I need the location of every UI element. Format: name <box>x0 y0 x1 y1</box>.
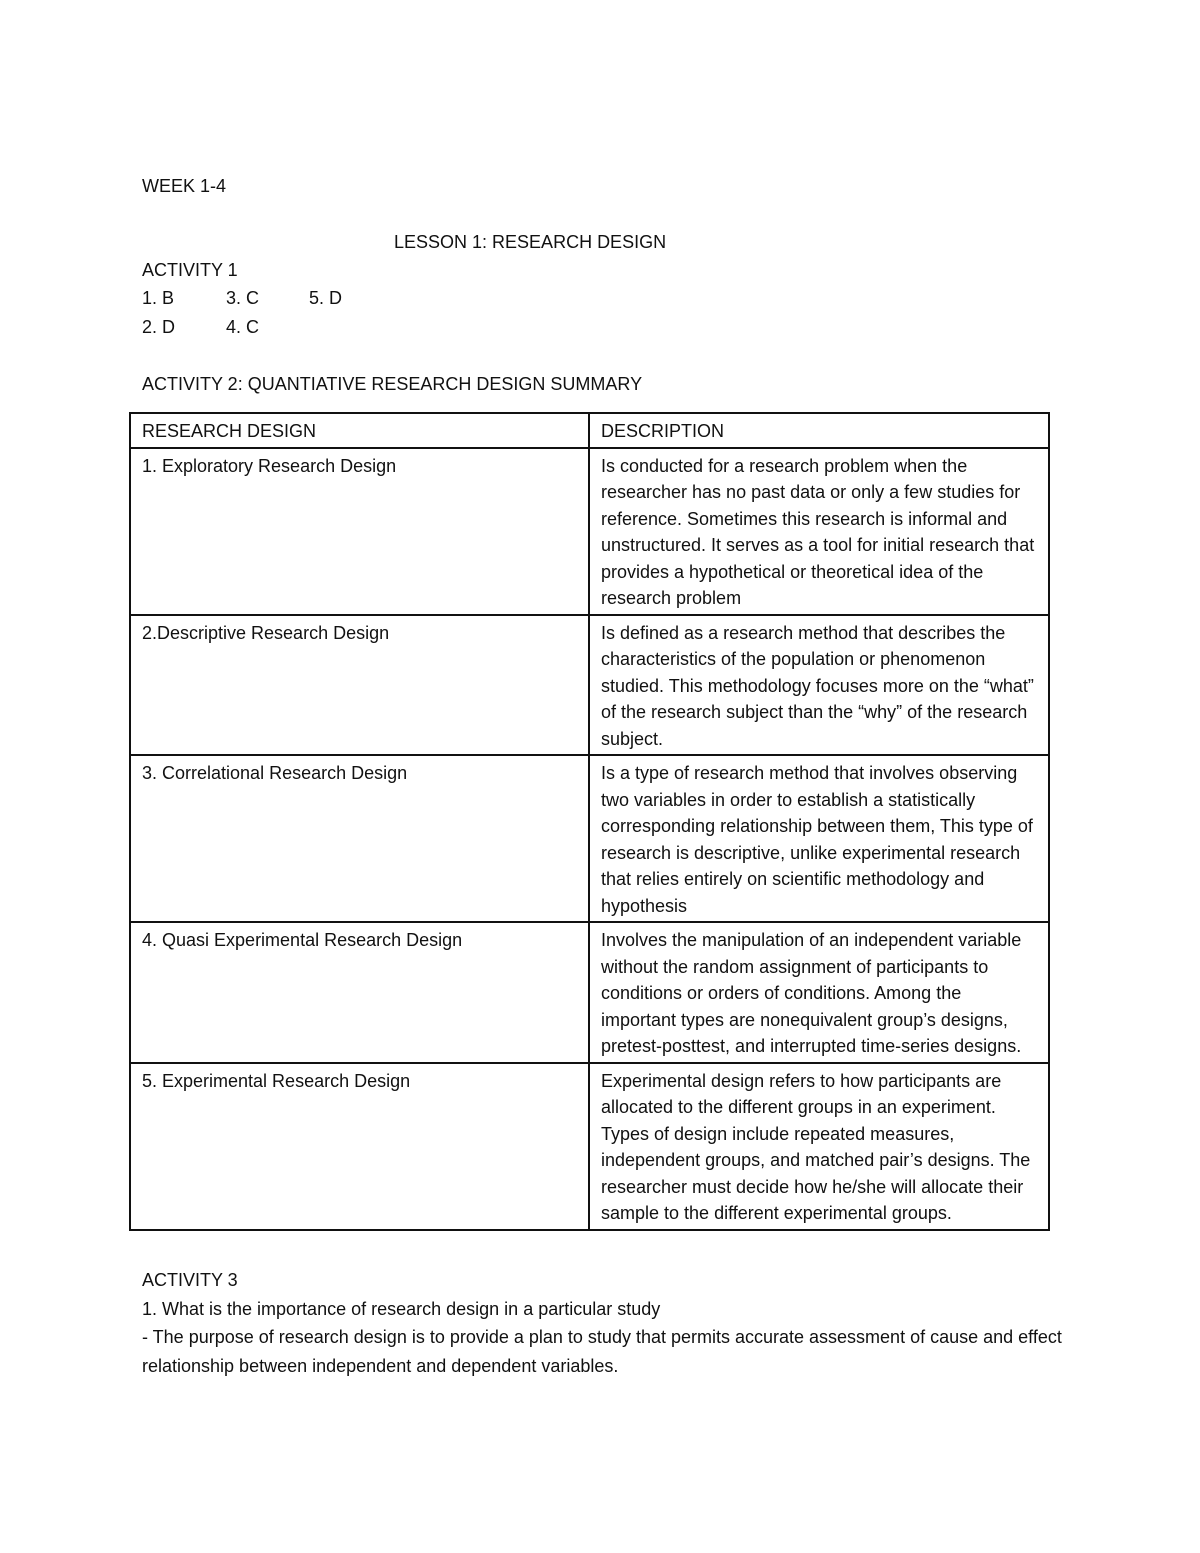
research-design-table <box>129 412 1050 1231</box>
activity3-question: 1. What is the importance of research design in a particular study <box>142 1299 661 1319</box>
description-cell: Involves the manipulation of an independent variable without the random assignment of participants to conditions or orders of conditions. Among the important types are nonequivalent group’s designs, pretest-posttest, and interrupted time-series designs. <box>589 922 1049 1063</box>
table-header-row <box>130 413 1049 448</box>
lesson-title: LESSON 1: RESEARCH DESIGN <box>394 232 667 252</box>
column-header: RESEARCH DESIGN <box>130 413 589 448</box>
design-cell: 2.Descriptive Research Design <box>130 615 589 756</box>
description-cell: Is conducted for a research problem when the researcher has no past data or only a few studies for reference. Sometimes this research is informal and unstructured. It serves as a tool for initial research that provides a hypothetical or theoretical idea of the research problem <box>589 448 1049 615</box>
description-cell: Is a type of research method that involves observing two variables in order to establish a statistically corresponding relationship between them, This type of research is descriptive, unlike experimental research that relies entirely on scientific methodology and hypothesis <box>589 755 1049 922</box>
activity3-answer: - The purpose of research design is to provide a plan to study that permits accurate assessment of cause and effect relationship between independent and dependent variables. <box>142 1327 1062 1376</box>
description-cell: Is defined as a research method that describes the characteristics of the population or phenomenon studied. This methodology focuses more on the “what” of the research subject than the “why” of the research subject. <box>589 615 1049 756</box>
answer-item: 5. D <box>309 288 343 308</box>
description-cell: Experimental design refers to how participants are allocated to the different groups in an experiment. Types of design include repeated measures, independent groups, and matched pair’s designs. The researcher must decide how he/she will allocate their sample to the different experimental groups. <box>589 1063 1049 1230</box>
design-cell: 1. Exploratory Research Design <box>130 448 589 615</box>
design-cell: 3. Correlational Research Design <box>130 755 589 922</box>
table-row <box>130 615 1049 756</box>
table-row <box>130 448 1049 615</box>
answer-item: 1. B <box>142 288 175 308</box>
answer-item: 4. C <box>226 317 260 337</box>
table-row <box>130 1063 1049 1230</box>
design-cell: 5. Experimental Research Design <box>130 1063 589 1230</box>
answer-item: 3. C <box>226 288 260 308</box>
table-row <box>130 755 1049 922</box>
activity2-title: ACTIVITY 2: QUANTIATIVE RESEARCH DESIGN SUMMARY <box>142 374 643 394</box>
column-header: DESCRIPTION <box>589 413 1049 448</box>
week-heading: WEEK 1-4 <box>142 176 227 196</box>
design-cell: 4. Quasi Experimental Research Design <box>130 922 589 1063</box>
activity1-title: ACTIVITY 1 <box>142 260 238 280</box>
activity3-title: ACTIVITY 3 <box>142 1270 238 1290</box>
table-row <box>130 922 1049 1063</box>
answer-item: 2. D <box>142 317 176 337</box>
